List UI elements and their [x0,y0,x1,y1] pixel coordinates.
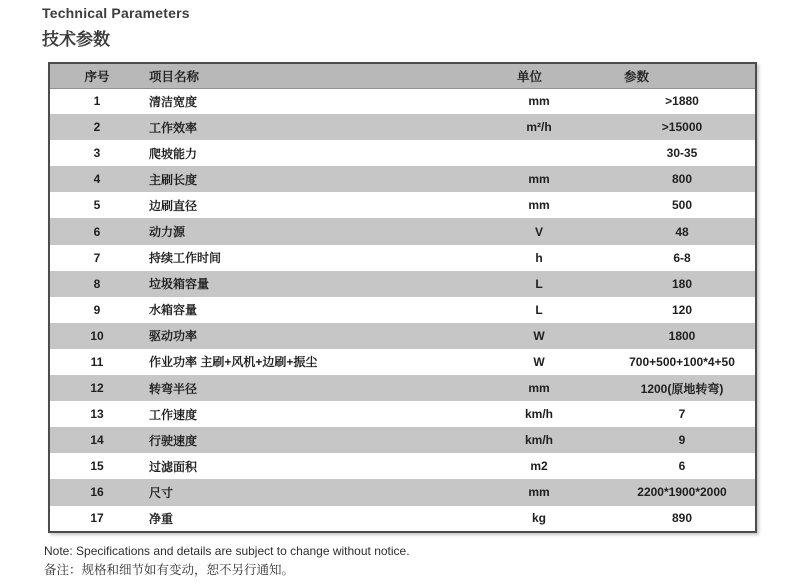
cell-item-name: 过滤面积 [149,459,198,474]
cell-row-number: 15 [90,459,104,474]
column-header-item: 项目名称 [144,63,469,88]
table-row [49,349,756,375]
cell-parameter: >1880 [665,94,699,109]
cell-unit [469,140,609,166]
cell-item-name: 转弯半径 [149,381,198,396]
column-header-unit: 单位 [469,63,609,88]
note-en: Note: Specifications and details are subject to change without notice. [44,544,410,558]
table-row [49,271,756,297]
cell-parameter: 2200*1900*2000 [637,485,727,500]
table-row [49,479,756,505]
cell-item-name: 动力源 [149,225,186,240]
cell-row-number: 14 [90,433,104,448]
technical-parameters-table [48,62,757,533]
cell-item-name: 爬坡能力 [149,146,198,161]
cell-item-name: 作业功率 主刷+风机+边刷+振尘 [149,355,318,370]
table-row [49,218,756,244]
cell-row-number: 2 [93,120,101,135]
cell-unit: mm [528,381,550,396]
cell-item-name: 垃圾箱容量 [149,277,210,292]
cell-row-number: 8 [93,276,101,291]
cell-item-name: 主刷长度 [149,172,198,187]
cell-parameter: 7 [678,407,686,422]
cell-row-number: 7 [93,250,101,265]
cell-item-name: 边刷直径 [149,198,198,213]
cell-unit: km/h [524,407,553,422]
column-header-param: 参数 [609,63,756,88]
cell-unit: V [534,224,543,239]
cell-item-name: 尺寸 [149,485,174,500]
cell-row-number: 17 [90,511,104,526]
cell-unit: mm [528,94,550,109]
cell-unit: m2 [530,459,548,474]
table-row [49,114,756,140]
cell-row-number: 12 [90,381,104,396]
note-zh: 备注：规格和细节如有变动，恕不另行通知。 [44,563,295,577]
cell-item-name: 驱动功率 [149,329,198,344]
cell-unit: m²/h [526,120,552,135]
cell-row-number: 9 [93,302,101,317]
cell-parameter: 1200(原地转弯) [640,381,724,396]
cell-row-number: 3 [93,146,101,161]
cell-unit: W [533,354,545,369]
column-header-no: 序号 [49,63,144,88]
table-row [49,453,756,479]
cell-parameter: 9 [678,433,686,448]
table-row [49,88,756,114]
cell-parameter: 120 [671,302,693,317]
table-row [49,166,756,192]
cell-row-number: 11 [90,354,104,369]
cell-unit: mm [528,198,550,213]
cell-unit: km/h [524,433,553,448]
cell-parameter: 800 [671,172,693,187]
cell-parameter: 48 [675,224,689,239]
cell-parameter: 30-35 [666,146,698,161]
cell-unit: mm [528,172,550,187]
cell-row-number: 1 [93,94,101,109]
cell-parameter: 700+500+100*4+50 [629,354,735,369]
cell-parameter: >15000 [661,120,703,135]
table-row [49,297,756,323]
cell-item-name: 清洁宽度 [149,94,198,109]
cell-row-number: 10 [90,328,104,343]
cell-item-name: 持续工作时间 [149,251,222,266]
cell-row-number: 5 [93,198,101,213]
cell-unit: L [535,276,543,291]
table-body [49,88,756,532]
table-row [49,427,756,453]
table-row [49,323,756,349]
table-row [49,192,756,218]
cell-parameter: 1800 [668,328,696,343]
table-row [49,375,756,401]
cell-parameter: 180 [671,276,693,291]
cell-row-number: 16 [90,485,104,500]
cell-item-name: 水箱容量 [149,303,198,318]
cell-item-name: 工作效率 [149,120,198,135]
table-row [49,140,756,166]
page-title-zh: 技术参数 [42,30,110,49]
cell-unit: h [535,250,543,265]
cell-parameter: 500 [671,198,693,213]
table-row [49,401,756,427]
cell-unit: mm [528,485,550,500]
cell-parameter: 6-8 [673,250,691,265]
table-row [49,245,756,271]
cell-unit: W [533,328,545,343]
cell-parameter: 6 [678,459,686,474]
cell-item-name: 行驶速度 [149,433,198,448]
cell-item-name: 净重 [149,511,174,526]
cell-item-name: 工作速度 [149,407,198,422]
table-row [49,506,756,532]
cell-row-number: 4 [93,172,101,187]
cell-unit: kg [531,511,546,526]
cell-row-number: 13 [90,407,104,422]
table-header-row [49,63,756,88]
page-title-en: Technical Parameters [42,5,190,21]
cell-row-number: 6 [93,224,101,239]
cell-parameter: 890 [671,511,693,526]
cell-unit: L [535,302,543,317]
